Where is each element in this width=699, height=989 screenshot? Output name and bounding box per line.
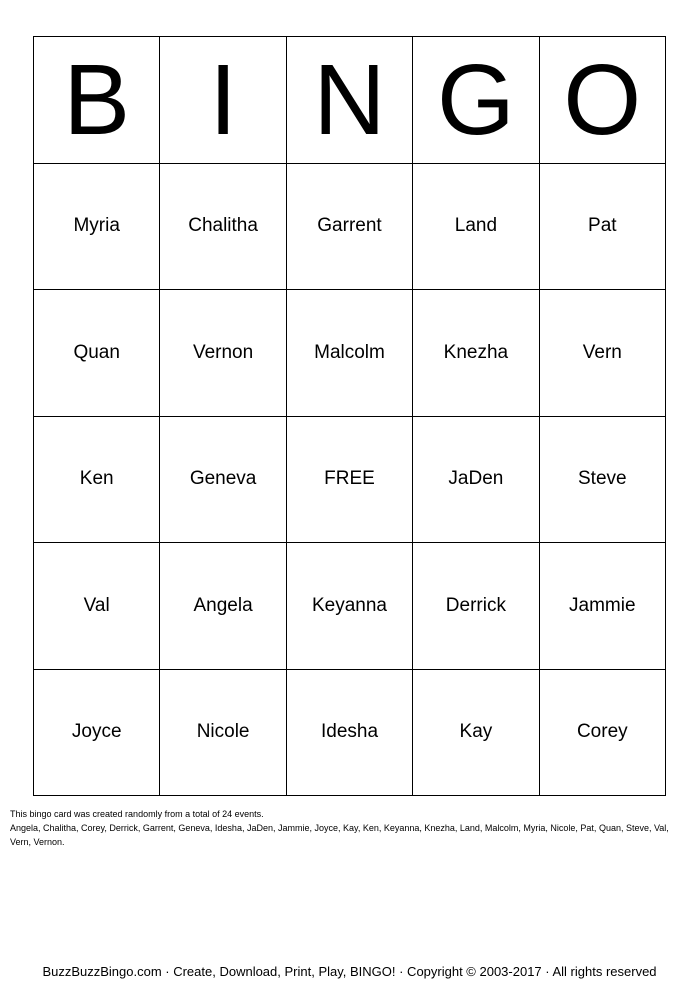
bingo-cell: Keyanna [287, 543, 413, 670]
bingo-cell: Derrick [413, 543, 539, 670]
bingo-cell: Jammie [540, 543, 666, 670]
bingo-cell: Vern [540, 290, 666, 417]
page-footer: BuzzBuzzBingo.com · Create, Download, Print, Play, BINGO! · Copyright © 2003-2017 · All rights reserved [42, 964, 657, 979]
bingo-cell: Ken [34, 417, 160, 544]
bingo-cell: Joyce [34, 670, 160, 797]
bingo-cell: Steve [540, 417, 666, 544]
bingo-cell: Land [413, 164, 539, 291]
bingo-cell: Chalitha [160, 164, 286, 291]
header-letter-i: I [160, 37, 286, 164]
free-space-cell: FREE [287, 417, 413, 544]
bingo-cell: Quan [34, 290, 160, 417]
header-letter-b: B [34, 37, 160, 164]
bingo-cell: Knezha [413, 290, 539, 417]
bingo-cell: Garrent [287, 164, 413, 291]
bingo-cell: Corey [540, 670, 666, 797]
bingo-cell: Val [34, 543, 160, 670]
bingo-cell: Angela [160, 543, 286, 670]
bingo-cell: Geneva [160, 417, 286, 544]
bingo-cell: Pat [540, 164, 666, 291]
header-letter-n: N [287, 37, 413, 164]
note-events-list: Angela, Chalitha, Corey, Derrick, Garrent, Geneva, Idesha, JaDen, Jammie, Joyce, Kay, Ken, Keyanna, Knezha, Land, Malcolm, Myria, Nicole, Pat, Quan, Steve, Val, Vern, Vernon. [10, 823, 669, 847]
bingo-cell: JaDen [413, 417, 539, 544]
card-note [10, 807, 690, 849]
header-letter-o: O [540, 37, 666, 164]
bingo-cell: Idesha [287, 670, 413, 797]
bingo-cell: Kay [413, 670, 539, 797]
note-intro: This bingo card was created randomly from a total of 24 events. [10, 809, 264, 819]
bingo-cell: Nicole [160, 670, 286, 797]
bingo-cell: Malcolm [287, 290, 413, 417]
bingo-cell: Vernon [160, 290, 286, 417]
header-letter-g: G [413, 37, 539, 164]
bingo-card [33, 36, 666, 796]
bingo-cell: Myria [34, 164, 160, 291]
